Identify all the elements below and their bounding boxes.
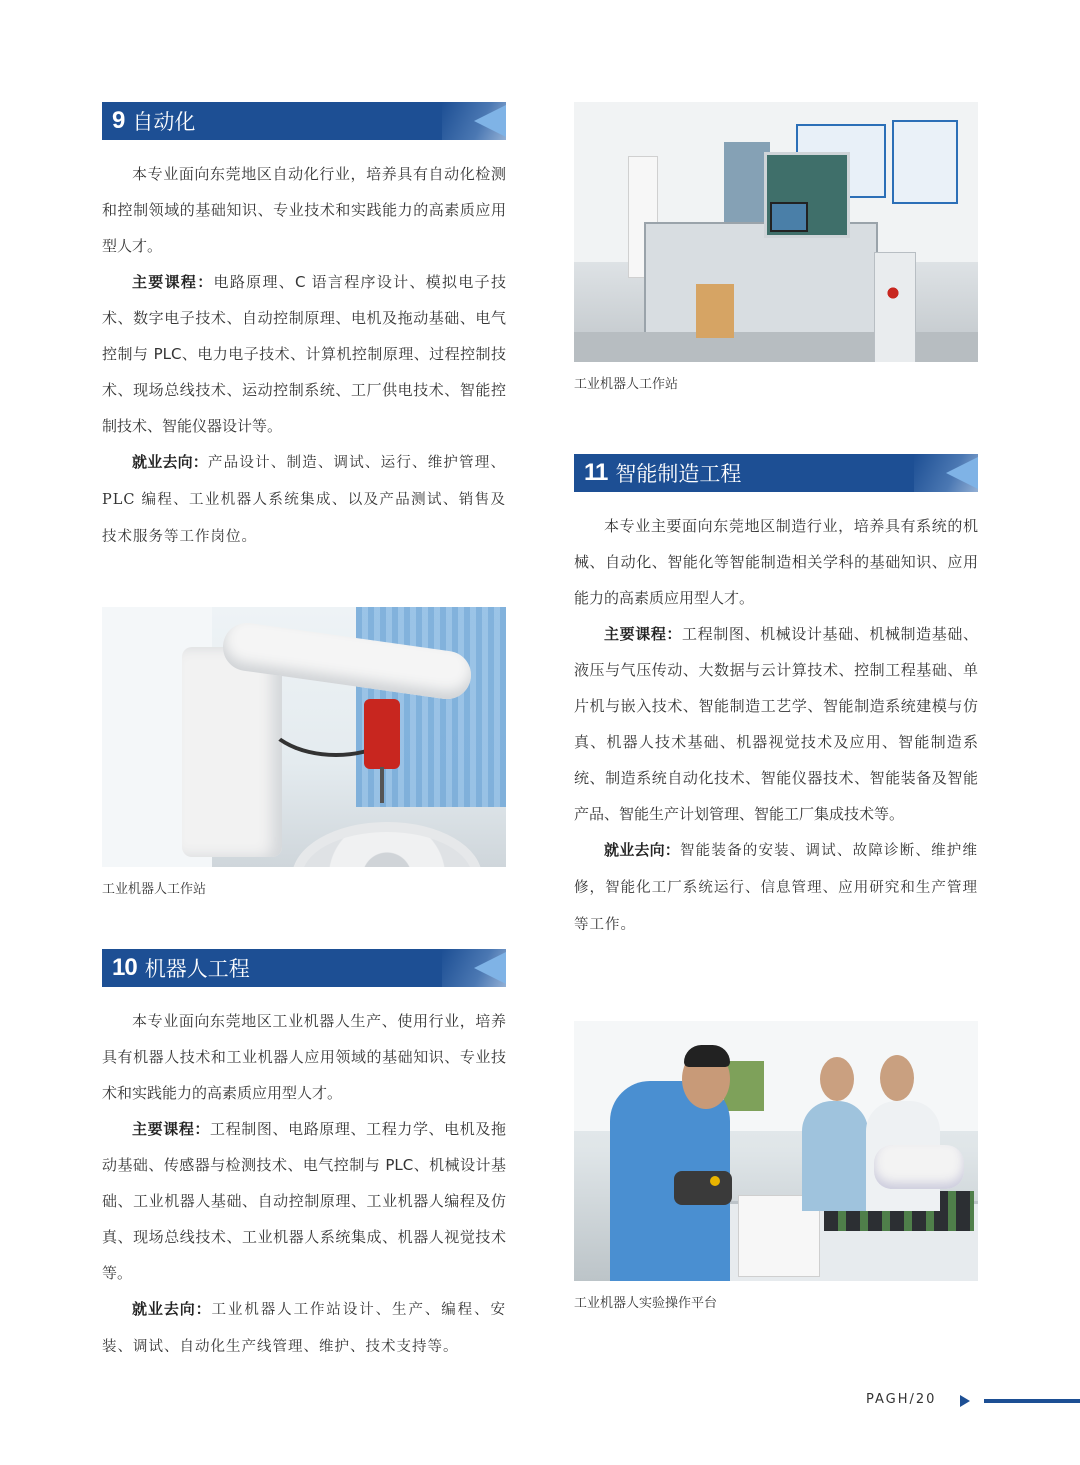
page-number: PAGH/20 <box>866 1392 937 1407</box>
triangle-icon <box>474 105 506 137</box>
section-9-courses <box>102 264 506 444</box>
section-9-header <box>102 102 506 140</box>
section-9-title: 自动化 <box>132 110 196 134</box>
jobs-label: 就业去向： <box>132 1300 212 1318</box>
courses-text: 工程制图、机械设计基础、机械制造基础、液压与气压传动、大数据与云计算技术、控制工程基础、单片机与嵌入技术、智能制造工艺学、智能制造系统建模与仿真、机器人技术基础、机器视觉技术及应用、智能制造系统、制造系统自动化技术、智能仪器技术、智能装备及智能产品、智能生产计划管理、智能工厂集成技术等。 <box>574 625 978 823</box>
jobs-label: 就业去向： <box>132 453 208 471</box>
section-9-intro: 本专业面向东莞地区自动化行业，培养具有自动化检测和控制领域的基础知识、专业技术和实践能力的高素质应用型人才。 <box>102 165 506 255</box>
robot-arm-caption: 工业机器人工作站 <box>102 882 207 897</box>
workstation-caption: 工业机器人工作站 <box>574 377 679 392</box>
jobs-text: 工业机器人工作站设计、生产、编程、安装、调试、自动化生产线管理、维护、技术支持等。 <box>102 1302 506 1355</box>
section-9-number: 9 <box>112 107 125 134</box>
section-10-intro: 本专业面向东莞地区工业机器人生产、使用行业，培养具有机器人技术和工业机器人应用领域的基础知识、专业技术和实践能力的高素质应用型人才。 <box>102 1012 506 1102</box>
section-10-title: 机器人工程 <box>144 957 250 981</box>
section-10-number: 10 <box>112 954 137 981</box>
workstation-photo <box>574 102 978 362</box>
section-11-intro: 本专业主要面向东莞地区制造行业，培养具有系统的机械、自动化、智能化等智能制造相关学科的基础知识、应用能力的高素质应用型人才。 <box>574 517 978 607</box>
section-10-courses <box>102 1111 506 1291</box>
robot-arm-photo <box>102 607 506 867</box>
students-lab-photo <box>574 1021 978 1281</box>
section-11-jobs <box>574 832 978 943</box>
section-11-header <box>574 454 978 492</box>
jobs-text: 产品设计、制造、调试、运行、维护管理、PLC 编程、工业机器人系统集成、以及产品测试、销售及技术服务等工作岗位。 <box>102 455 506 545</box>
courses-text: 工程制图、电路原理、工程力学、电机及拖动基础、传感器与检测技术、电气控制与 PLC、机械设计基础、工业机器人基础、自动控制原理、工业机器人编程及仿真、现场总线技术、工业机器人系统集成、机器人视觉技术等。 <box>102 1120 506 1282</box>
section-11-number: 11 <box>584 459 608 486</box>
triangle-icon <box>946 457 978 489</box>
play-arrow-icon <box>960 1395 970 1407</box>
left-column <box>102 102 506 1365</box>
jobs-label: 就业去向： <box>604 841 680 859</box>
jobs-text: 智能装备的安装、调试、故障诊断、维护维修，智能化工厂系统运行、信息管理、应用研究和生产管理等工作。 <box>574 843 978 933</box>
section-10-header <box>102 949 506 987</box>
courses-label: 主要课程： <box>604 625 683 643</box>
footer-rule <box>984 1399 1080 1403</box>
section-9-jobs <box>102 444 506 555</box>
section-11-courses <box>574 616 978 832</box>
students-lab-caption: 工业机器人实验操作平台 <box>574 1296 718 1311</box>
courses-label: 主要课程： <box>132 273 214 291</box>
section-11-title: 智能制造工程 <box>615 462 742 486</box>
courses-label: 主要课程： <box>132 1120 211 1138</box>
courses-text: 电路原理、C 语言程序设计、模拟电子技术、数字电子技术、自动控制原理、电机及拖动基础、电气控制与 PLC、电力电子技术、计算机控制原理、过程控制技术、现场总线技术、运动控制系统、工厂供电技术、智能控制技术、智能仪器设计等。 <box>102 273 506 435</box>
section-10-jobs <box>102 1291 506 1365</box>
triangle-icon <box>474 952 506 984</box>
right-column <box>574 102 978 1313</box>
